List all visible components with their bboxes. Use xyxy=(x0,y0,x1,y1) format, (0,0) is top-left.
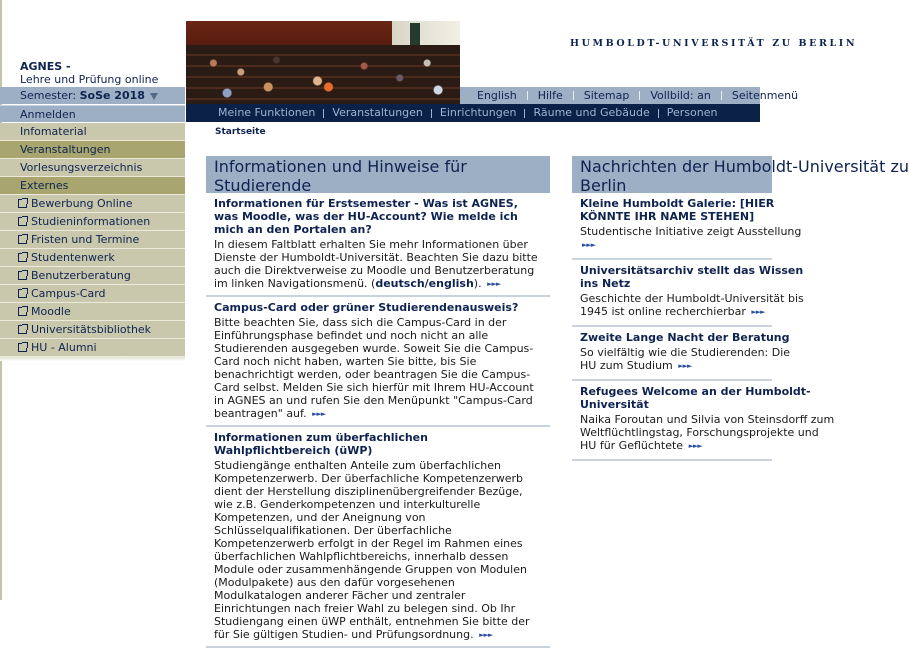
main-nav-meine-funktionen[interactable]: Meine Funktionen xyxy=(218,106,316,119)
more-arrow-icon[interactable]: ►►► xyxy=(751,308,765,316)
university-logo[interactable]: HUMBOLDT-UNIVERSITÄT ZU BERLIN xyxy=(570,38,858,49)
sidebar-item-label: HU - Alumni xyxy=(31,341,97,354)
sidebar-item-bewerbung-online[interactable] xyxy=(0,195,185,213)
sidebar-item-vorlesungsverzeichnis[interactable] xyxy=(0,159,185,177)
login-link[interactable]: Anmelden xyxy=(0,105,185,122)
more-arrow-icon[interactable]: ►►► xyxy=(688,442,702,450)
news-entry-line: HU für Geflüchtete xyxy=(580,439,684,452)
news-entry xyxy=(572,260,804,327)
language-link[interactable]: deutsch/english xyxy=(375,277,474,290)
sidebar-item-fristen-und-termine[interactable] xyxy=(0,231,185,249)
info-entry-body-end: ). xyxy=(473,277,482,290)
sidebar-item-studieninformationen[interactable] xyxy=(0,213,185,231)
external-link-icon xyxy=(18,199,27,208)
sidebar-item-label: Universitätsbibliothek xyxy=(31,323,152,336)
chevron-down-icon[interactable] xyxy=(150,93,158,100)
info-entry-body: Bitte beachten Sie, dass sich die Campus-Card in der Einführungsphase befindet und noch nicht an alle Studierenden ausgegeben wurde. Soweit Sie die Campus-Card noch nicht haben, warten Sie bitte, bis Sie benachrichtigt werden, oder beantragen Sie die Campus-Card selbst. Melden Sie sich hierfür mit Ihrem HU-Account in AGNES an und rufen Sie den Menüpunkt "Campus-Card beantragen" auf. xyxy=(214,316,534,420)
info-entry-title[interactable]: Informationen für Erstsemester - Was ist AGNES, was Moodle, was der HU-Account? Wie melde ich mich an den Portalen an? xyxy=(214,197,518,236)
info-entry-title[interactable]: Informationen zum überfachlichen Wahlpflichtbereich (üWP) xyxy=(214,431,428,457)
breadcrumb-current[interactable]: Startseite xyxy=(215,127,266,137)
semester-value: SoSe 2018 xyxy=(79,89,145,102)
sidebar-item-label: Moodle xyxy=(31,305,71,318)
main-nav xyxy=(186,104,760,122)
news-entry-text xyxy=(580,413,835,453)
news-entry-title[interactable]: Refugees Welcome an der Humboldt-Universität xyxy=(580,385,811,411)
sidebar-shadow xyxy=(0,357,185,361)
separator xyxy=(524,109,525,118)
news-entry-title[interactable]: Universitätsarchiv stellt das Wissen ins Netz xyxy=(580,264,804,290)
info-entry-body: In diesem Faltblatt erhalten Sie mehr Informationen über Dienste der Humboldt-Universität. Beachten Sie dazu bitte auch die Direktverweise zu Moodle und Benutzerberatung im linken Navigationsmenü. ( xyxy=(214,238,538,290)
more-arrow-icon[interactable]: ►►► xyxy=(487,280,501,288)
sidebar-item-label: Benutzerberatung xyxy=(31,269,131,282)
news-entries xyxy=(572,193,835,461)
external-link-icon xyxy=(18,325,27,334)
separator xyxy=(639,91,640,100)
news-entry-title[interactable]: Zweite Lange Nacht der Beratung xyxy=(580,331,790,344)
external-link-icon xyxy=(18,271,27,280)
external-link-icon xyxy=(18,253,27,262)
info-entry-text xyxy=(214,459,542,642)
separator xyxy=(431,109,432,118)
external-link-icon xyxy=(18,307,27,316)
semester-label: Semester: xyxy=(20,89,77,102)
utility-link-english[interactable]: English xyxy=(477,89,517,102)
news-column xyxy=(572,156,909,461)
separator xyxy=(527,91,528,100)
utility-link-vollbild-an[interactable]: Vollbild: an xyxy=(650,89,711,102)
sidebar-item-benutzerberatung[interactable] xyxy=(0,267,185,285)
sidebar-item-label: Infomaterial xyxy=(20,125,87,138)
separator xyxy=(323,109,324,118)
sidebar-item-label: Campus-Card xyxy=(31,287,106,300)
external-link-icon xyxy=(18,289,27,298)
utility-links xyxy=(477,87,798,104)
news-entry-text xyxy=(580,346,791,373)
news-entry-text xyxy=(580,225,802,252)
main-nav-personen[interactable]: Personen xyxy=(666,106,718,119)
sidebar-item-moodle[interactable] xyxy=(0,303,185,321)
news-entry-line: So vielfältig wie die Studierenden: Die xyxy=(580,346,791,359)
utility-bar xyxy=(460,87,799,104)
external-link-icon xyxy=(18,235,27,244)
sidebar-item-label: Fristen und Termine xyxy=(31,233,140,246)
info-entry-body: Studiengänge enthalten Anteile zum überfachlichen Kompetenzerwerb. Der überfachliche Kompetenzerwerb dient der Herstellung disziplinenübergreifender Bezüge, wie z.B. Genderkompetenzen und interkulturelle Kompetenzen, und der Aneignung von Schlüsselqualifikationen. Der überfachliche Kompetenzerwerb erfolgt in der Regel im Rahmen eines überfachlichen Wahlpflichtbereichs, innerhalb dessen Module oder zusammenhängende Gruppen von Modulen (Modulpakete) aus den dafür vorgesehenen Modulkatalogen anderer Fächer und zentraler Einrichtungen nach freier Wahl zu belegen sind. Ob Ihr Studiengang einen üWP enthält, entnehmen Sie bitte der für Sie gültigen Studien- und Prüfungsordnung. xyxy=(214,459,530,641)
app-subtitle: Lehre und Prüfung online xyxy=(20,73,159,86)
news-entry xyxy=(572,327,791,381)
main-nav-einrichtungen[interactable]: Einrichtungen xyxy=(439,106,517,119)
info-heading: Informationen und Hinweise für Studierende xyxy=(206,156,550,193)
info-entry xyxy=(206,193,550,297)
info-entries xyxy=(206,193,550,648)
news-entry-line: 1945 ist online recherchierbar xyxy=(580,305,746,318)
info-entry xyxy=(206,427,550,648)
sidebar-item-label: Studieninformationen xyxy=(31,215,151,228)
semester-selector[interactable] xyxy=(0,87,185,104)
utility-link-sitemap[interactable]: Sitemap xyxy=(583,89,630,102)
sidebar-item-label: Veranstaltungen xyxy=(20,143,111,156)
news-heading-line-2: Berlin xyxy=(580,176,627,195)
external-link-icon xyxy=(18,217,27,226)
info-entry xyxy=(206,297,550,427)
sidebar-item-label: Vorlesungsverzeichnis xyxy=(20,161,143,174)
more-arrow-icon[interactable]: ►►► xyxy=(678,362,692,370)
news-entry-text xyxy=(580,292,804,319)
photo-door xyxy=(410,23,420,47)
sidebar-item-label: Externes xyxy=(20,179,69,192)
news-entry xyxy=(572,381,835,461)
news-entry-line: Geschichte der Humboldt-Universität bis xyxy=(580,292,804,305)
app-title: AGNES - xyxy=(20,60,71,73)
utility-link-seitenmenue[interactable]: Seitenmenü xyxy=(731,89,799,102)
more-arrow-icon[interactable]: ►►► xyxy=(582,241,596,249)
sidebar-item-externes[interactable] xyxy=(0,177,185,195)
main-nav-links xyxy=(218,104,717,122)
separator xyxy=(658,109,659,118)
photo-students xyxy=(186,45,460,105)
sidebar-item-hu-alumni[interactable] xyxy=(0,339,185,357)
main-nav-veranstaltungen[interactable]: Veranstaltungen xyxy=(332,106,423,119)
more-arrow-icon[interactable]: ►►► xyxy=(479,631,493,639)
external-link-icon xyxy=(18,343,27,352)
separator xyxy=(721,91,722,100)
sidebar-item-studentenwerk[interactable] xyxy=(0,249,185,267)
sidebar-item-campus-card[interactable] xyxy=(0,285,185,303)
sidebar-item-label: Studentenwerk xyxy=(31,251,115,264)
news-entry xyxy=(572,193,802,260)
news-entry-line: Naika Foroutan und Silvia von Steinsdorff zum xyxy=(580,413,835,426)
news-entry-line: HU zum Studium xyxy=(580,359,673,372)
header-photo-lecture-hall xyxy=(186,21,460,104)
info-entry-text xyxy=(214,238,542,291)
main-nav-raeume-und-gebaeude[interactable]: Räume und Gebäude xyxy=(533,106,650,119)
more-arrow-icon[interactable]: ►►► xyxy=(312,410,326,418)
sidebar-item-universitaetsbibliothek[interactable] xyxy=(0,321,185,339)
breadcrumb xyxy=(215,127,266,137)
app-brand xyxy=(20,60,185,87)
sidebar-item-infomaterial[interactable] xyxy=(0,123,185,141)
news-heading-line-1: Nachrichten der Humboldt-Universität zu xyxy=(580,157,909,176)
utility-link-hilfe[interactable]: Hilfe xyxy=(537,89,563,102)
info-entry-text xyxy=(214,316,542,421)
info-entry-title[interactable]: Campus-Card oder grüner Studierendenausweis? xyxy=(214,301,519,314)
news-entry-line: Weltflüchtlingstag, Forschungsprojekte und xyxy=(580,426,819,439)
sidebar-nav xyxy=(0,123,185,361)
sidebar-item-veranstaltungen[interactable] xyxy=(0,141,185,159)
news-entry-title[interactable]: Kleine Humboldt Galerie: [HIER KÖNNTE IHR NAME STEHEN] xyxy=(580,197,775,223)
sidebar-item-label: Bewerbung Online xyxy=(31,197,133,210)
news-entry-line: Studentische Initiative zeigt Ausstellung xyxy=(580,225,802,238)
info-column xyxy=(206,156,550,648)
news-heading xyxy=(572,156,909,195)
separator xyxy=(573,91,574,100)
